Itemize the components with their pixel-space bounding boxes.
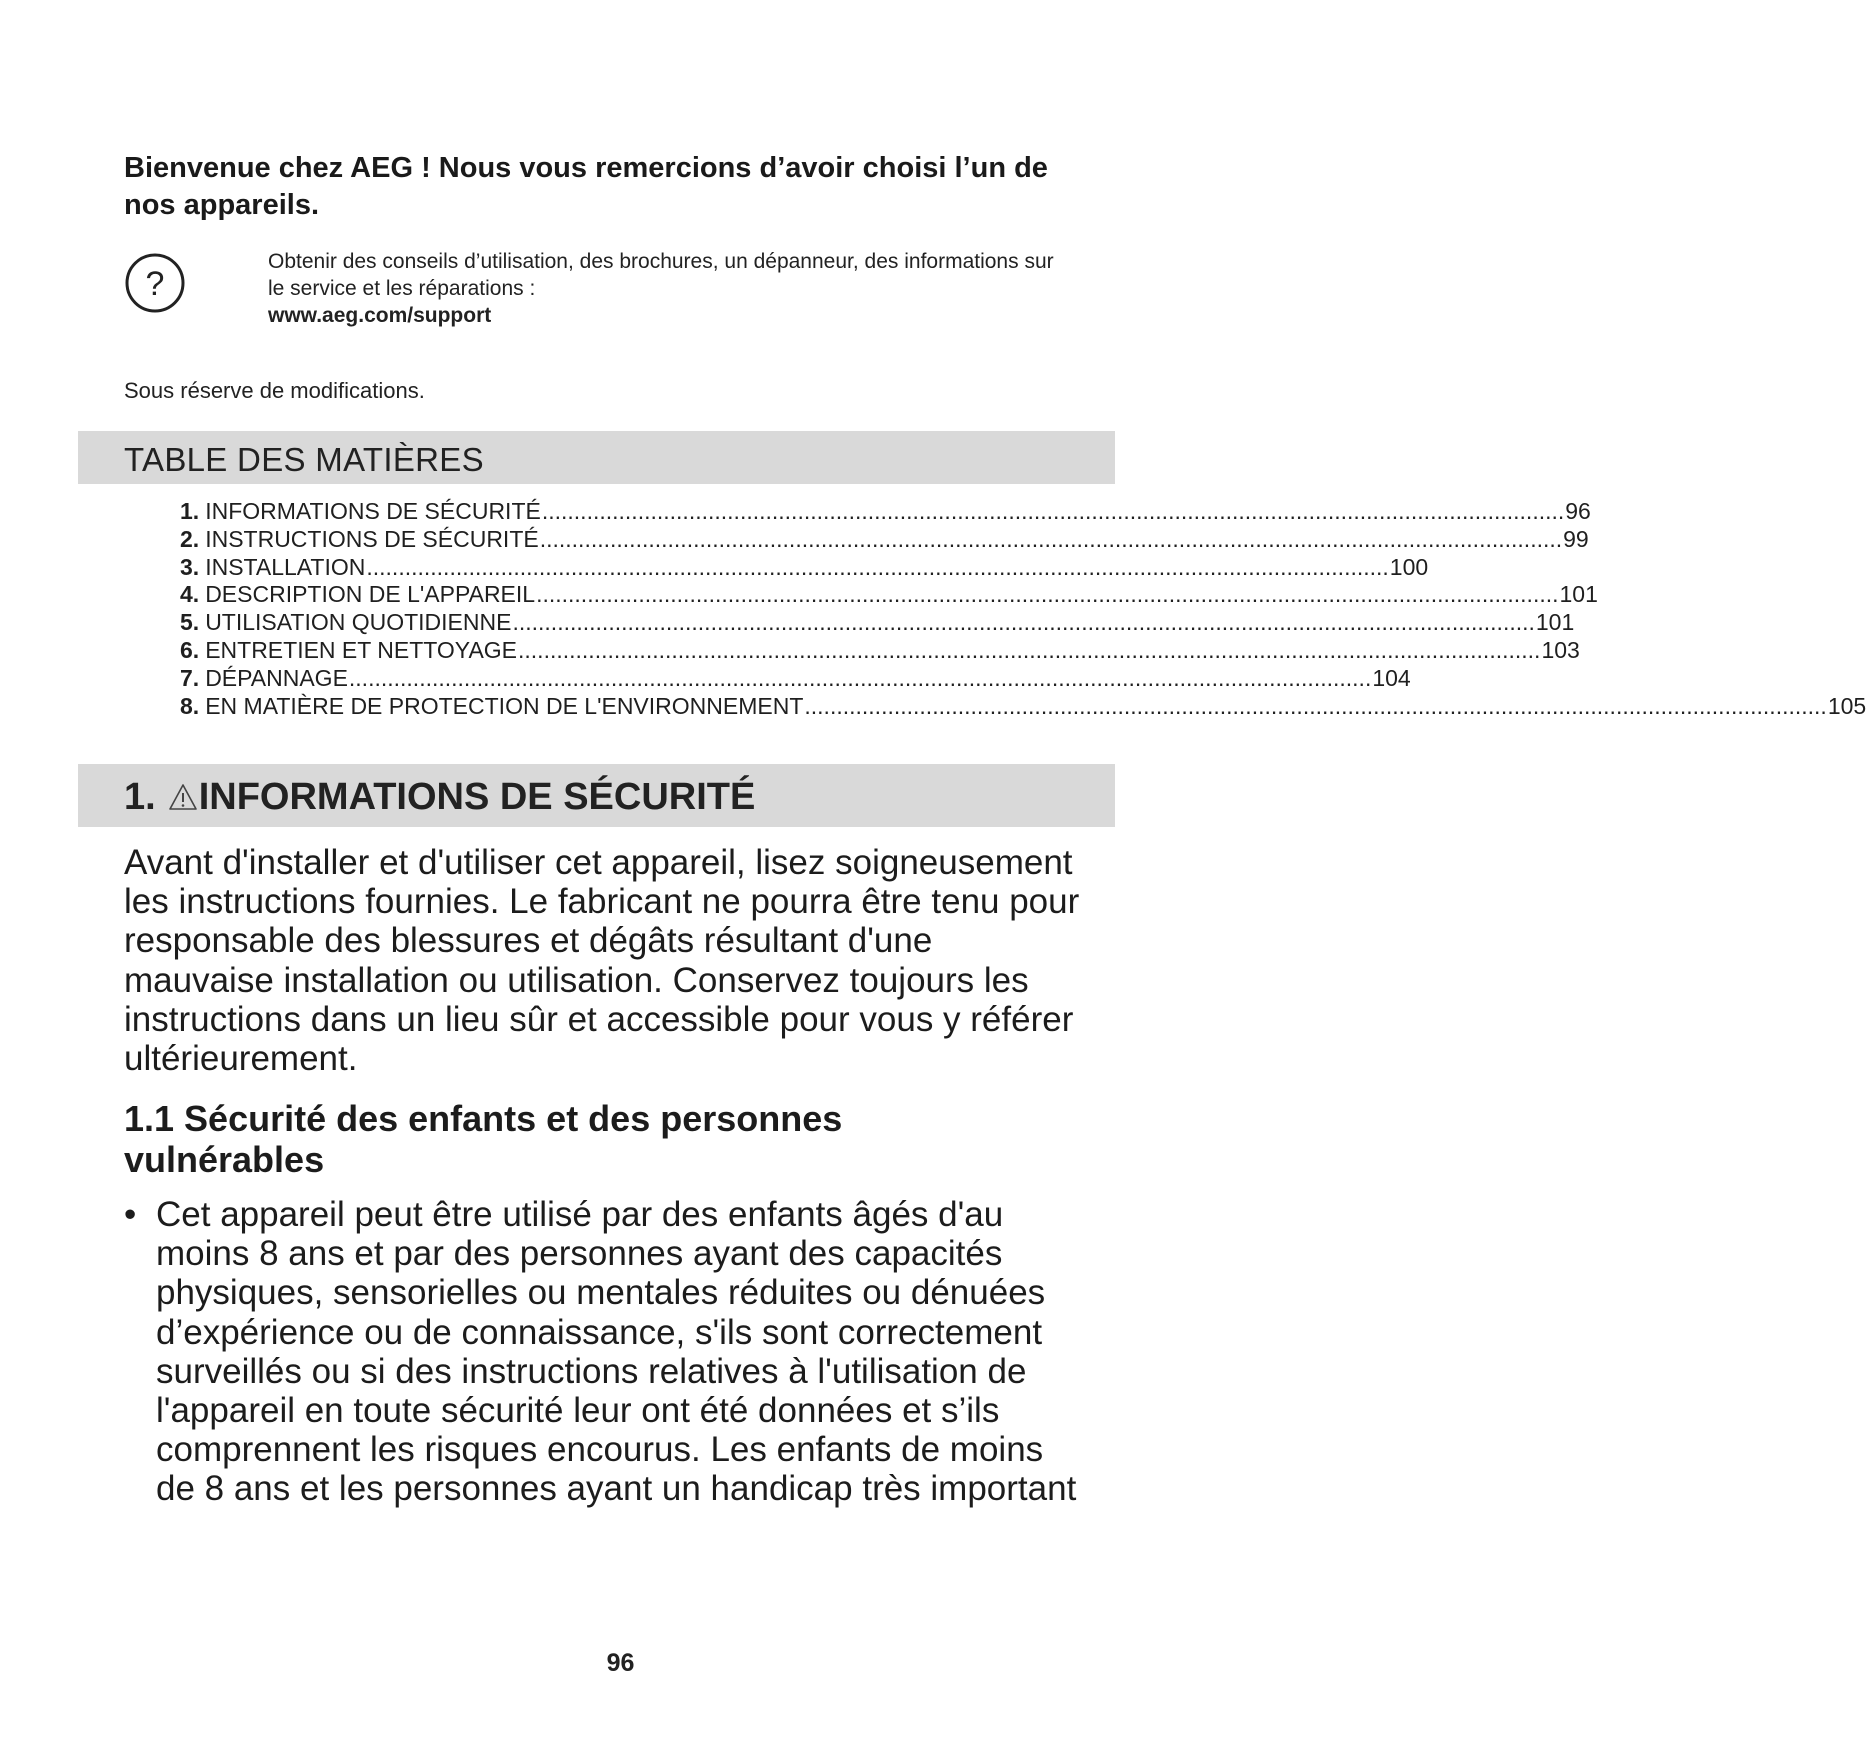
toc-entry[interactable] <box>180 609 1575 637</box>
safety-intro-paragraph <box>124 843 1124 1078</box>
toc-leader-dots: ................................................................................................................................................................ <box>366 553 1389 580</box>
toc-entry-number: 7. <box>180 664 200 691</box>
section-title-text: INFORMATIONS DE SÉCURITÉ <box>198 776 756 818</box>
toc-entry-page: 104 <box>1372 664 1411 691</box>
toc-leader-dots: ................................................................................................................................................................ <box>804 692 1827 719</box>
section-number: 1. <box>124 776 156 818</box>
toc-leader-dots: ................................................................................................................................................................ <box>541 498 1565 524</box>
toc-entry-label: INSTRUCTIONS DE SÉCURITÉ <box>205 525 539 552</box>
intro-line: instructions dans un lieu sûr et accessible pour vous y référer <box>124 999 1074 1039</box>
toc-entry-number: 4. <box>180 581 200 608</box>
toc-leader-dots: ................................................................................................................................................................ <box>512 609 1535 636</box>
toc-leader-dots: ................................................................................................................................................................ <box>539 525 1563 552</box>
toc-entry-page: 99 <box>1563 525 1589 552</box>
bullet-text <box>156 1195 1124 1509</box>
bullet-line: d’expérience ou de connaissance, s'ils sont correctement <box>156 1312 1043 1352</box>
welcome-heading <box>124 150 1124 224</box>
support-line-1: Obtenir des conseils d’utilisation, des brochures, un dépanneur, des informations sur <box>268 250 1054 273</box>
bullet-line: comprennent les risques encourus. Les enfants de moins <box>156 1430 1044 1470</box>
toc-entry-page: 96 <box>1565 498 1591 524</box>
toc-entry-page: 101 <box>1535 609 1575 636</box>
toc-entry-label: DÉPANNAGE <box>205 664 348 691</box>
toc-entry-label: INSTALLATION <box>205 553 366 580</box>
toc-entry-page: 100 <box>1389 553 1429 580</box>
toc-entry[interactable] <box>180 581 1598 609</box>
toc-entry[interactable] <box>180 664 1411 693</box>
bullet-symbol: • <box>124 1195 137 1234</box>
toc-leader-dots: ................................................................................................................................................................ <box>518 636 1541 663</box>
toc-entry-number: 5. <box>180 609 200 636</box>
section-header-bar <box>78 764 1115 827</box>
toc-leader-dots: ................................................................................................................................................................ <box>536 581 1559 608</box>
welcome-line-2: nos appareils. <box>124 189 320 221</box>
toc-entry-label: DESCRIPTION DE L'APPAREIL <box>205 581 536 608</box>
intro-line: ultérieurement. <box>124 1039 358 1079</box>
toc-entry-number: 8. <box>180 692 200 719</box>
toc-entry-number: 1. <box>180 498 200 524</box>
subsection-title-line-1: 1.1 Sécurité des enfants et des personnes <box>124 1098 843 1139</box>
page-number: 96 <box>606 1649 635 1677</box>
support-line-2: le service et les réparations : <box>268 277 536 300</box>
welcome-line-1: Bienvenue chez AEG ! Nous vous remercions d’avoir choisi l’un de <box>124 152 1048 184</box>
section-title <box>124 776 755 818</box>
toc-entry-number: 2. <box>180 525 200 552</box>
bullet-line: l'appareil en toute sécurité leur ont été données et s’ils <box>156 1391 1000 1431</box>
toc-entry-page: 101 <box>1559 581 1598 608</box>
support-info <box>268 248 1128 329</box>
toc-entry[interactable] <box>180 498 1591 526</box>
bullet-line: surveillés ou si des instructions relatives à l'utilisation de <box>156 1351 1027 1391</box>
intro-line: responsable des blessures et dégâts résultant d'une <box>124 921 933 961</box>
toc-entry[interactable] <box>180 553 1429 582</box>
warning-triangle-icon <box>168 783 198 811</box>
subsection-title <box>124 1098 1124 1180</box>
subsection-title-line-2: vulnérables <box>124 1139 325 1180</box>
intro-line: mauvaise installation ou utilisation. Conservez toujours les <box>124 960 1029 1000</box>
question-circle-icon <box>124 252 186 314</box>
toc-title: TABLE DES MATIÈRES <box>124 441 484 478</box>
bullet-line: Cet appareil peut être utilisé par des enfants âgés d'au <box>156 1195 1004 1234</box>
toc-entry-label: INFORMATIONS DE SÉCURITÉ <box>205 498 541 524</box>
toc-list <box>180 498 1866 720</box>
toc-entry-label: UTILISATION QUOTIDIENNE <box>205 609 512 636</box>
toc-entry-label: EN MATIÈRE DE PROTECTION DE L'ENVIRONNEMENT <box>205 692 804 719</box>
toc-header-bar <box>78 431 1115 484</box>
intro-line: les instructions fournies. Le fabricant ne pourra être tenu pour <box>124 882 1080 922</box>
toc-leader-dots: ................................................................................................................................................................ <box>348 664 1372 691</box>
svg-text:?: ? <box>145 265 165 303</box>
bullet-item <box>124 1195 1124 1509</box>
bullet-line: physiques, sensorielles ou mentales réduites ou dénuées <box>156 1273 1046 1313</box>
toc-entry-label: ENTRETIEN ET NETTOYAGE <box>205 636 518 663</box>
toc-entry[interactable] <box>180 636 1580 665</box>
bullet-line: de 8 ans et les personnes ayant un handicap très important <box>156 1469 1077 1509</box>
toc-entry-number: 3. <box>180 553 200 580</box>
support-url-link[interactable]: www.aeg.com/support <box>268 304 492 327</box>
intro-line: Avant d'installer et d'utiliser cet appareil, lisez soigneusement <box>124 843 1073 882</box>
toc-entry-page: 103 <box>1541 636 1580 663</box>
toc-entry[interactable] <box>180 692 1866 721</box>
toc-entry-number: 6. <box>180 636 200 663</box>
bullet-line: moins 8 ans et par des personnes ayant des capacités <box>156 1234 1003 1274</box>
reserve-note: Sous réserve de modifications. <box>124 378 425 403</box>
toc-entry[interactable] <box>180 525 1589 554</box>
toc-entry-page: 105 <box>1827 692 1866 719</box>
